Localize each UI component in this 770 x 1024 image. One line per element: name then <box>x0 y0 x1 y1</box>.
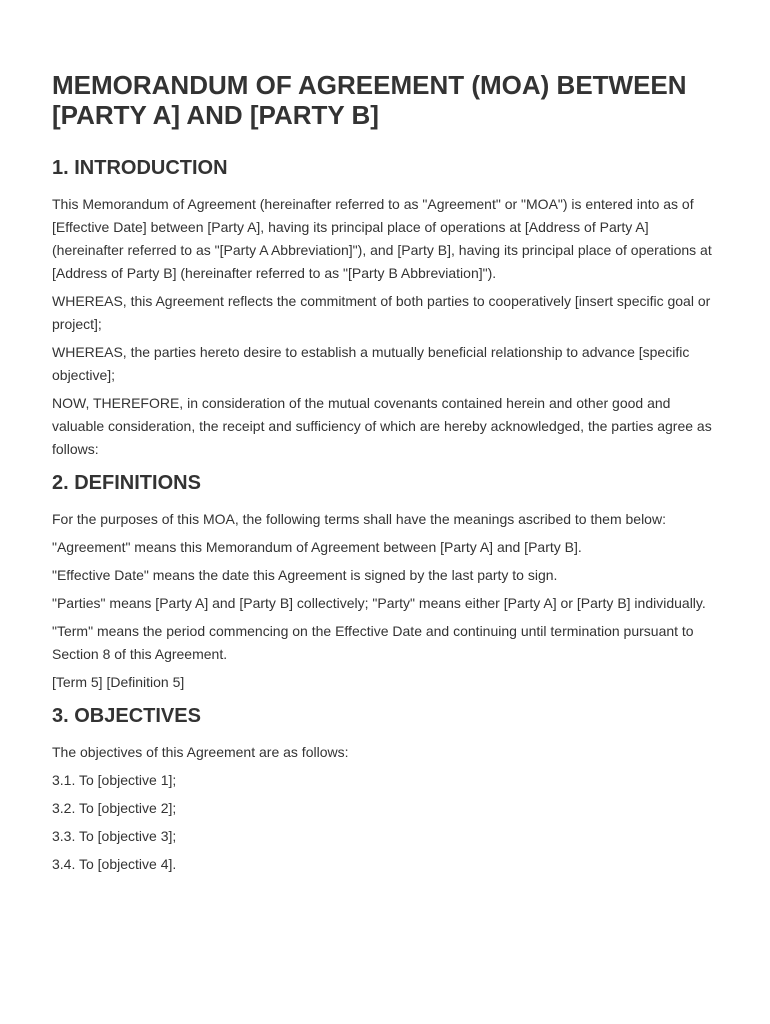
section-introduction <box>52 156 712 461</box>
section-heading-objectives: 3. OBJECTIVES <box>52 705 201 727</box>
section-heading-introduction: 1. INTRODUCTION <box>52 157 228 179</box>
section-objectives <box>52 704 712 876</box>
paragraph: "Term" means the period commencing on the Effective Date and continuing until termination pursuant to Section 8 of this Agreement. <box>52 623 694 662</box>
paragraph: This Memorandum of Agreement (hereinafter referred to as "Agreement" or "MOA") is entered into as of [Effective Date] between [Party A], having its principal place of operations at [Address of Party A] (hereinafter referred to as "[Party A Abbreviation]"), and [Party B], having its principal place of operations at [Address of Party B] (hereinafter referred to as "[Party B Abbreviation]"). <box>52 196 712 281</box>
paragraph: WHEREAS, the parties hereto desire to establish a mutually beneficial relationship to advance [specific objective]; <box>52 344 690 383</box>
paragraph: NOW, THEREFORE, in consideration of the mutual covenants contained herein and other good and valuable consideration, the receipt and sufficiency of which are hereby acknowledged, the parties agree as follows: <box>52 395 712 457</box>
document-title: MEMORANDUM OF AGREEMENT (MOA) BETWEEN [PARTY A] AND [PARTY B] <box>52 70 687 130</box>
paragraph-objective-item: 3.3. To [objective 3]; <box>52 828 177 844</box>
paragraph: "Agreement" means this Memorandum of Agreement between [Party A] and [Party B]. <box>52 539 582 555</box>
paragraph: For the purposes of this MOA, the following terms shall have the meanings ascribed to them below: <box>52 511 666 527</box>
section-heading-definitions: 2. DEFINITIONS <box>52 472 201 494</box>
paragraph-objective-item: 3.1. To [objective 1]; <box>52 772 177 788</box>
paragraph: WHEREAS, this Agreement reflects the commitment of both parties to cooperatively [insert specific goal or project]; <box>52 293 711 332</box>
paragraph: [Term 5] [Definition 5] <box>52 674 185 690</box>
paragraph-objective-item: 3.4. To [objective 4]. <box>52 856 177 872</box>
section-definitions <box>52 471 712 694</box>
paragraph: "Effective Date" means the date this Agreement is signed by the last party to sign. <box>52 567 558 583</box>
paragraph-objective-item: 3.2. To [objective 2]; <box>52 800 177 816</box>
paragraph: The objectives of this Agreement are as follows: <box>52 744 349 760</box>
paragraph: "Parties" means [Party A] and [Party B] collectively; "Party" means either [Party A] or [Party B] individually. <box>52 595 706 611</box>
